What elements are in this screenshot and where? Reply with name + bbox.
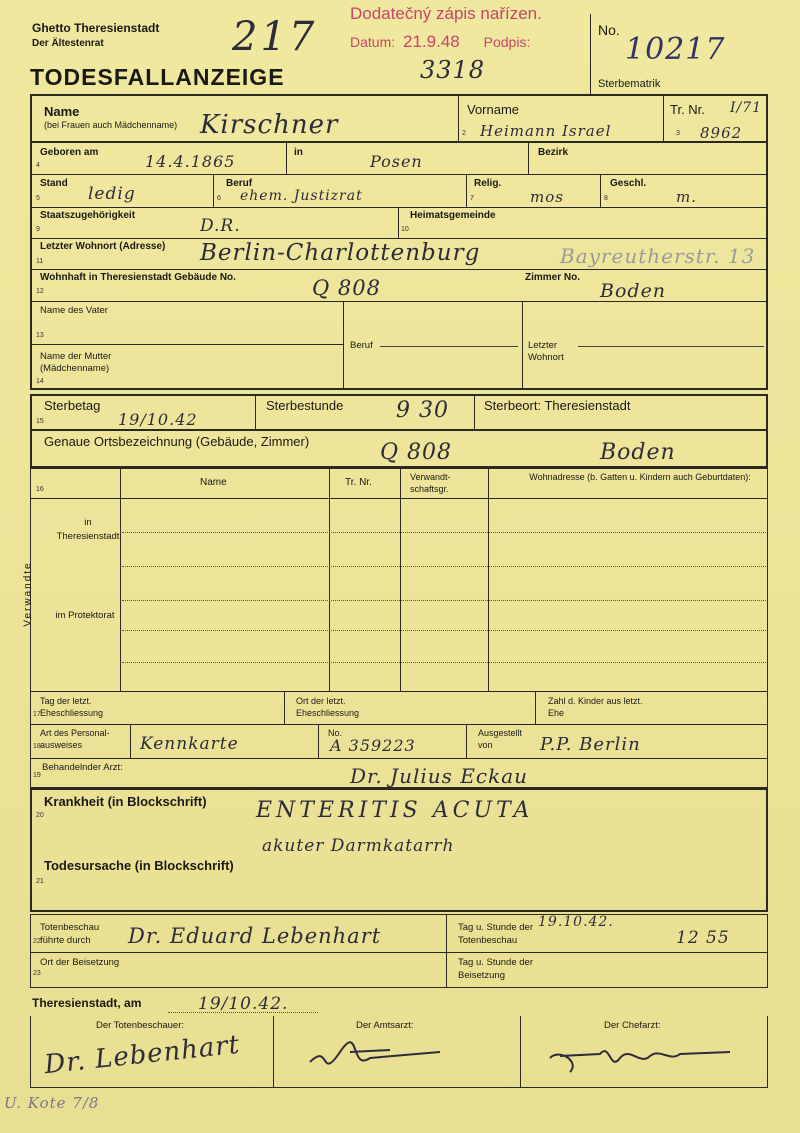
margin-note: U. Kote 7/8	[4, 1094, 100, 1112]
beisetzung-tag-label: Tag u. Stunde der Beisetzung	[458, 957, 533, 981]
trnr-value-b: 8962	[700, 124, 743, 142]
divider	[286, 142, 287, 174]
in-label: in	[294, 147, 303, 158]
divider	[488, 469, 489, 691]
divider	[466, 175, 467, 207]
divider	[380, 346, 518, 347]
row-number: 3	[676, 130, 680, 137]
sterbematrik-label: Sterbematrik	[598, 78, 661, 90]
geboren-value: 14.4.1865	[145, 152, 236, 171]
divider	[213, 175, 214, 207]
divider	[535, 692, 536, 724]
krankheit-value2: akuter Darmkatarrh	[262, 836, 455, 856]
ausweis-value: Kennkarte	[140, 734, 239, 754]
heimat-label: Heimatsgemeinde	[410, 210, 496, 221]
relig-label: Relig.	[474, 178, 502, 189]
divider	[318, 725, 319, 758]
ausweis-label: Art des Personal-ausweises	[40, 728, 110, 750]
form-title: TODESFALLANZEIGE	[30, 64, 285, 90]
row-number: 2	[462, 130, 466, 137]
staats-label: Staatszugehörigkeit	[40, 210, 136, 221]
mutter-label: Name der Mutter (Mädchenname)	[40, 351, 112, 374]
divider	[343, 302, 344, 388]
divider	[255, 395, 256, 429]
trnr-label: Tr. Nr.	[670, 102, 705, 117]
sterbestunde-value: 9 30	[396, 398, 449, 423]
divider	[31, 724, 767, 725]
row-number: 12	[36, 288, 44, 295]
handwritten-sub-number: 3318	[420, 56, 486, 84]
divider	[284, 692, 285, 724]
kinder-label: Zahl d. Kinder aus letzt. Ehe	[548, 696, 643, 718]
org-line1: Ghetto Theresienstadt	[32, 21, 160, 35]
row-number: 4	[36, 162, 40, 169]
divider	[600, 175, 601, 207]
relatives-row-line	[122, 662, 766, 663]
sterbetag-value: 19/10.42	[118, 410, 198, 429]
beisetzung-ort-label: Ort der Beisetzung	[40, 957, 120, 968]
sig1-signature: Dr. Lebenhart	[42, 1029, 242, 1081]
row-number: 10	[401, 226, 409, 233]
in-value: Posen	[370, 152, 423, 171]
sig3-signature	[540, 1032, 760, 1086]
relatives-row-line	[122, 630, 766, 631]
ortsbez-value: Q 808	[380, 440, 453, 465]
org-line2: Der Ältestenrat	[32, 38, 104, 49]
relatives-row-line	[122, 566, 766, 567]
zimmer-label: Zimmer No.	[525, 272, 581, 283]
divider	[31, 207, 767, 208]
divider	[31, 344, 343, 345]
row-number: 9	[36, 226, 40, 233]
row-number: 6	[217, 195, 221, 202]
sig2-label: Der Amtsarzt:	[356, 1020, 414, 1031]
divider	[474, 395, 475, 429]
row-number: 15	[36, 418, 44, 425]
header-divider	[590, 14, 591, 94]
stamp-date: 21.9.48	[403, 32, 460, 51]
bezirk-label: Bezirk	[538, 147, 569, 158]
zimmer-value: Boden	[600, 280, 667, 302]
divider	[400, 469, 401, 691]
divider	[578, 346, 764, 347]
stamp-date-label: Datum:	[350, 34, 396, 50]
divider	[31, 952, 767, 953]
totenbeschau-label: Totenbeschau führte durch	[40, 922, 100, 946]
beruf-label: Beruf	[226, 178, 253, 189]
row-number: 22	[33, 938, 41, 945]
stamp-signature-label: Podpis:	[483, 34, 531, 50]
row-number: 13	[36, 332, 44, 339]
beruf2-label: Beruf	[350, 340, 373, 351]
ausgestellt-label: Ausgestellt von	[478, 728, 523, 750]
geboren-label: Geboren am	[40, 147, 99, 158]
divider	[31, 301, 767, 302]
arzt-value: Dr. Julius Eckau	[350, 764, 529, 788]
row-number: 14	[36, 378, 44, 385]
todesursache-label: Todesursache (in Blockschrift)	[44, 858, 234, 873]
relatives-group2: im Protektorat	[55, 610, 115, 621]
letzter-wohnort-label: Letzter Wohnort	[528, 340, 564, 363]
divider	[31, 269, 767, 270]
row-number: 20	[36, 812, 44, 819]
tag-ehe-label: Tag der letzt. Eheschliessung	[40, 696, 104, 718]
relig-value: mos	[530, 188, 564, 206]
geschl-value: m.	[676, 188, 697, 206]
ausweis-no-label: No.	[328, 728, 343, 738]
row-number: 5	[36, 195, 40, 202]
ortsbez-value2: Boden	[600, 440, 676, 465]
row-number: 11	[36, 258, 44, 265]
name-value: Kirschner	[200, 110, 339, 140]
divider	[446, 915, 447, 987]
relatives-col-name: Name	[200, 477, 227, 488]
sterbeort-label: Sterbeort: Theresienstadt	[484, 398, 631, 413]
divider	[120, 469, 121, 691]
divider	[466, 725, 467, 758]
tag-totenbeschau-time: 12 55	[676, 928, 730, 948]
name-sub-label: (bei Frauen auch Mädchenname)	[44, 120, 178, 130]
relatives-row-line	[122, 532, 766, 533]
relatives-col-trnr: Tr. Nr.	[345, 477, 372, 488]
row-number: 16	[36, 486, 44, 493]
sig2-signature	[290, 1032, 510, 1086]
row-number: 17	[33, 711, 41, 718]
stamp-line1: Dodatečný zápis nařízen.	[350, 4, 542, 23]
handwritten-number: 217	[232, 14, 318, 60]
divider	[130, 725, 131, 758]
relatives-col-verwandt: Verwandt-schaftsgr.	[410, 472, 451, 494]
beruf-value: ehem. Justizrat	[240, 188, 363, 204]
sig3-label: Der Chefarzt:	[604, 1020, 661, 1031]
row-number: 8	[604, 195, 608, 202]
divider	[663, 95, 664, 141]
wohnort-value: Berlin-Charlottenburg	[200, 240, 481, 266]
divider	[31, 174, 767, 175]
divider	[31, 758, 767, 759]
relatives-row-line	[122, 600, 766, 601]
divider	[522, 302, 523, 388]
divider	[31, 141, 767, 143]
ort-datum-value: 19/10.42.	[198, 994, 289, 1014]
sig1-label: Der Totenbeschauer:	[96, 1020, 185, 1031]
stamp-line2	[350, 32, 530, 52]
tag-totenbeschau-value: 19.10.42.	[538, 914, 614, 930]
ausgestellt-value: P.P. Berlin	[540, 734, 641, 755]
divider	[398, 208, 399, 238]
vater-label: Name des Vater	[40, 305, 108, 316]
staats-value: D.R.	[200, 216, 241, 236]
tag-totenbeschau-label: Tag u. Stunde der Totenbeschau	[458, 922, 533, 946]
divider	[520, 1016, 521, 1087]
gebaeude-value: Q 808	[312, 276, 381, 300]
ort-ehe-label: Ort der letzt. Eheschliessung	[296, 696, 360, 718]
relatives-group1: in Theresienstadt	[56, 517, 120, 542]
stand-label: Stand	[40, 178, 68, 189]
krankheit-label: Krankheit (in Blockschrift)	[44, 794, 207, 809]
vorname-value: Heimann Israel	[480, 122, 612, 140]
row-number: 7	[470, 195, 474, 202]
vorname-label: Vorname	[467, 102, 520, 117]
divider	[273, 1016, 274, 1087]
sterbematrik-number: 10217	[625, 32, 726, 67]
ausweis-no-value: A 359223	[330, 736, 416, 755]
divider	[31, 498, 767, 499]
divider	[329, 469, 330, 691]
arzt-label: Behandelnder Arzt:	[42, 762, 123, 773]
row-number: 18	[33, 743, 41, 750]
row-number: 23	[33, 970, 41, 977]
relatives-side-label: Verwandte	[22, 561, 34, 627]
row-number: 19	[33, 772, 41, 779]
divider	[168, 1012, 318, 1013]
ortsbez-label: Genaue Ortsbezeichnung (Gebäude, Zimmer)	[44, 434, 310, 449]
geschl-label: Geschl.	[610, 178, 647, 189]
divider	[528, 142, 529, 174]
totenbeschau-value: Dr. Eduard Lebenhart	[128, 924, 382, 948]
row-number: 21	[36, 878, 44, 885]
ort-datum-label: Theresienstadt, am	[32, 996, 142, 1010]
relatives-col-wohn: Wohnadresse (b. Gatten u. Kindern auch Geburtdaten):	[529, 472, 751, 482]
divider	[31, 429, 767, 431]
name-label: Name	[44, 104, 80, 119]
krankheit-value1: ENTERITIS ACUTA	[256, 798, 534, 823]
wohnort-label: Letzter Wohnort (Adresse)	[40, 241, 166, 252]
divider	[458, 95, 459, 141]
gebaeude-label: Wohnhaft in Theresienstadt Gebäude No.	[40, 272, 236, 283]
number-label: No.	[598, 22, 620, 38]
trnr-value-a: I/71	[730, 100, 763, 116]
divider	[31, 238, 767, 239]
wohnort-value2: Bayreutherstr. 13	[560, 244, 756, 268]
stand-value: ledig	[88, 184, 136, 204]
sterbestunde-label: Sterbestunde	[266, 398, 344, 413]
relatives-table	[30, 468, 768, 692]
sterbetag-label: Sterbetag	[44, 398, 101, 413]
